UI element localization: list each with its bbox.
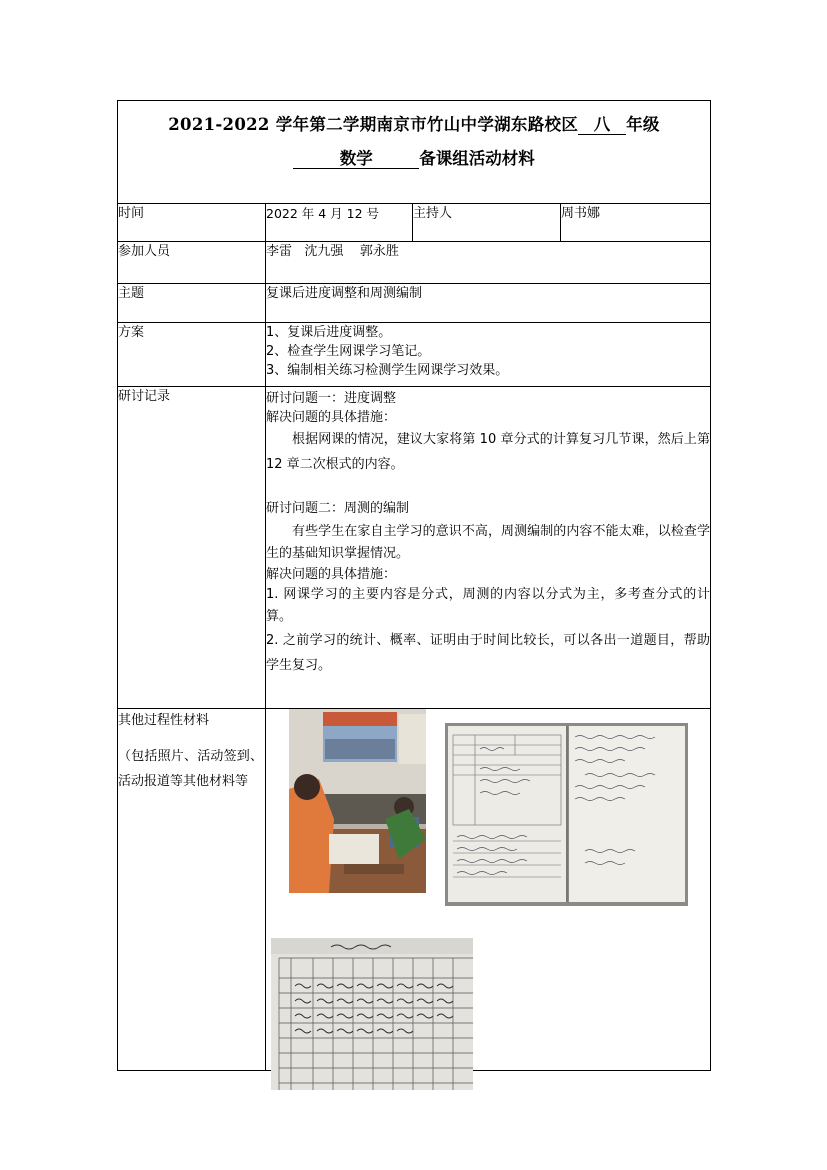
title-cell <box>118 101 711 204</box>
record-label: 研讨记录 <box>118 387 266 709</box>
topic-row <box>118 284 711 323</box>
time-label: 时间 <box>118 204 266 242</box>
time-row <box>118 204 711 242</box>
q2-item-1: 1. 网课学习的主要内容是分式，周测的内容以分式为主，多考查分式的计算。 <box>266 587 711 624</box>
participants-label: 参加人员 <box>118 242 266 284</box>
topic-value: 复课后进度调整和周测编制 <box>266 284 711 323</box>
sign-in-sheet-photo <box>271 938 473 1090</box>
meeting-photo-image <box>289 709 426 893</box>
title-suffix: 备课组活动材料 <box>419 149 535 168</box>
host-label: 主持人 <box>413 204 561 242</box>
plan-item: 1、复课后进度调整。 <box>266 325 392 340</box>
plan-row <box>118 323 711 387</box>
notebook-record-photo <box>445 723 688 906</box>
participants-value: 李雷 沈九强 郭永胜 <box>266 242 711 284</box>
document-title-line1 <box>118 115 710 135</box>
notebook-photo-image <box>445 723 688 906</box>
other-label-cell <box>118 709 266 1071</box>
grade-blank: 八 <box>578 115 626 135</box>
host-value: 周书娜 <box>561 204 711 242</box>
other-note: （包括照片、活动签到、活动报道等其他材料等 <box>118 749 263 789</box>
record-row <box>118 387 711 709</box>
q2-measures-title: 解决问题的具体措施： <box>266 567 397 582</box>
sign-in-photo-image <box>271 938 473 1090</box>
title-row <box>118 101 711 204</box>
q1-text: 根据网课的情况，建议大家将第 10 章分式的计算复习几节课，然后上第 12 章二次根式的内容。 <box>266 432 711 472</box>
activity-form-table <box>117 100 711 1071</box>
subject-blank: 数学 <box>293 149 419 169</box>
title-grade-suffix: 年级 <box>626 115 660 134</box>
meeting-photo <box>289 709 426 893</box>
q1-title: 研讨问题一：进度调整 <box>266 391 397 406</box>
q2-text: 有些学生在家自主学习的意识不高，周测编制的内容不能太难，以检查学生的基础知识掌握情况。 <box>266 524 711 561</box>
time-value: 2022 年 4 月 12 号 <box>266 204 413 242</box>
participants-row <box>118 242 711 284</box>
topic-label: 主题 <box>118 284 266 323</box>
document-title-line2 <box>118 149 710 169</box>
q2-title: 研讨问题二：周测的编制 <box>266 501 410 516</box>
plan-item: 3、编制相关练习检测学生网课学习效果。 <box>266 363 509 378</box>
other-label: 其他过程性材料 <box>118 713 210 728</box>
plan-item: 2、检查学生网课学习笔记。 <box>266 344 431 359</box>
q1-measures-title: 解决问题的具体措施： <box>266 410 397 425</box>
title-school-term: 2021-2022 学年第二学期南京市竹山中学湖东路校区 <box>168 115 579 134</box>
plan-content <box>266 323 711 387</box>
record-content <box>266 387 711 709</box>
q2-item-2: 2. 之前学习的统计、概率、证明由于时间比较长，可以各出一道题目，帮助学生复习。 <box>266 633 711 673</box>
plan-label: 方案 <box>118 323 266 387</box>
